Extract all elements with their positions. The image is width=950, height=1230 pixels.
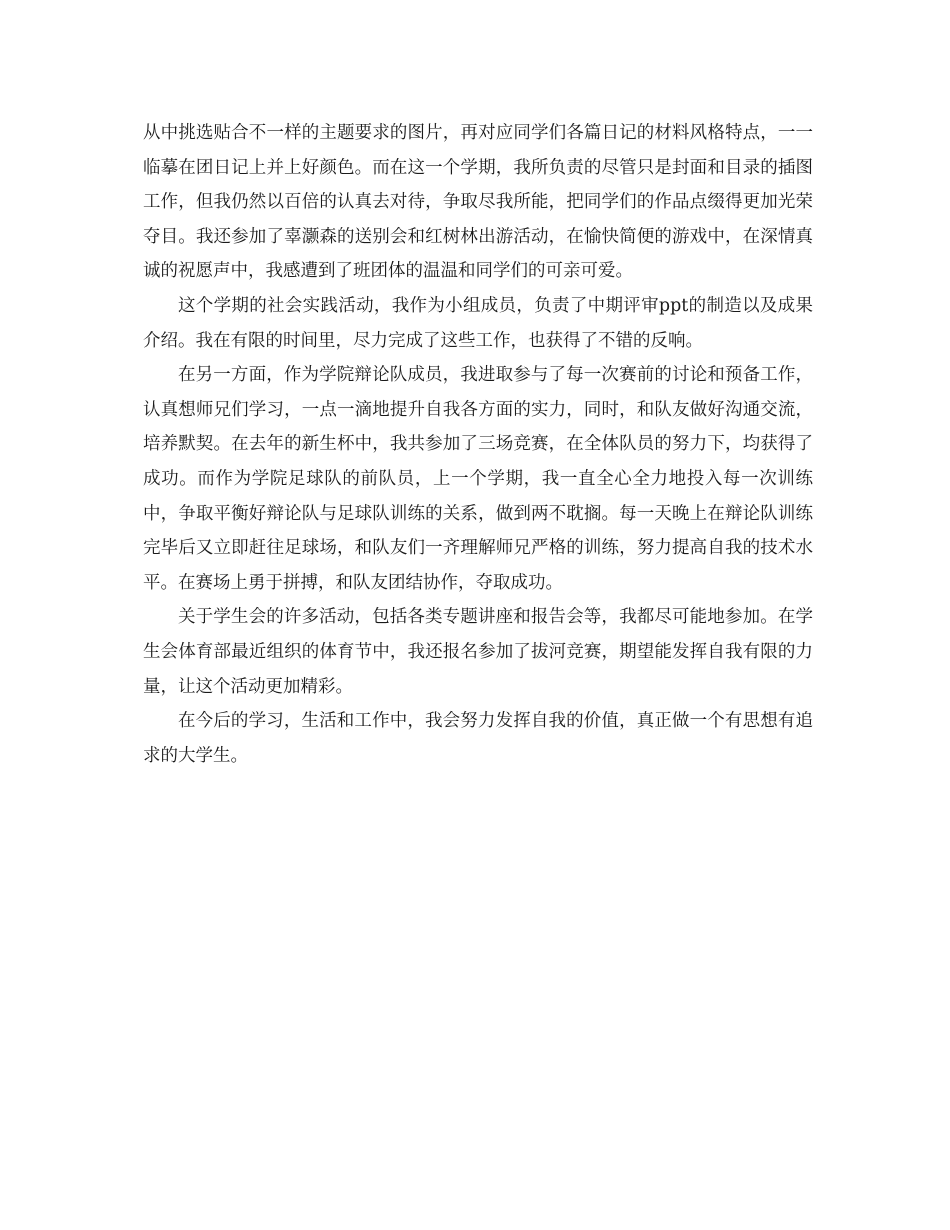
paragraph-social-practice: 这个学期的社会实践活动，我作为小组成员，负责了中期评审ppt的制造以及成果介绍。我在有限的时间里，尽力完成了这些工作，也获得了不错的反响。 <box>143 295 813 351</box>
paragraph-continuation: 从中挑选贴合不一样的主题要求的图片，再对应同学们各篇日记的材料风格特点，一一临摹在团日记上并上好颜色。而在这一个学期，我所负责的尽管只是封面和目录的插图工作，但我仍然以百倍的认真去对待，争取尽我所能，把同学们的作品点缀得更加光荣夺目。我还参加了辜灏森的送别会和红树林出游活动，在愉快简便的游戏中，在深情真诚的祝愿声中，我感遭到了班团体的温温和同学们的可亲可爱。 <box>143 123 813 282</box>
paragraph-student-union: 关于学生会的许多活动，包括各类专题讲座和报告会等，我都尽可能地参加。在学生会体育部最近组织的体育节中，我还报名参加了拔河竞赛，期望能发挥自我有限的力量，让这个活动更加精彩。 <box>143 607 813 697</box>
document-body <box>143 116 813 773</box>
paragraph-conclusion: 在今后的学习，生活和工作中，我会努力发挥自我的价值，真正做一个有思想有追求的大学生。 <box>143 711 813 766</box>
paragraph-debate-football: 在另一方面，作为学院辩论队成员，我进取参与了每一次赛前的讨论和预备工作，认真想师兄们学习，一点一滴地提升自我各方面的实力，同时，和队友做好沟通交流，培养默契。在去年的新生杯中，我共参加了三场竞赛，在全体队员的努力下，均获得了成功。而作为学院足球队的前队员，上一个学期，我一直全心全力地投入每一次训练中，争取平衡好辩论队与足球队训练的关系，做到两不耽搁。每一天晚上在辩论队训练完毕后又立即赶往足球场，和队友们一齐理解师兄严格的训练，努力提高自我的技术水平。在赛场上勇于拼搏，和队友团结协作，夺取成功。 <box>143 365 813 593</box>
